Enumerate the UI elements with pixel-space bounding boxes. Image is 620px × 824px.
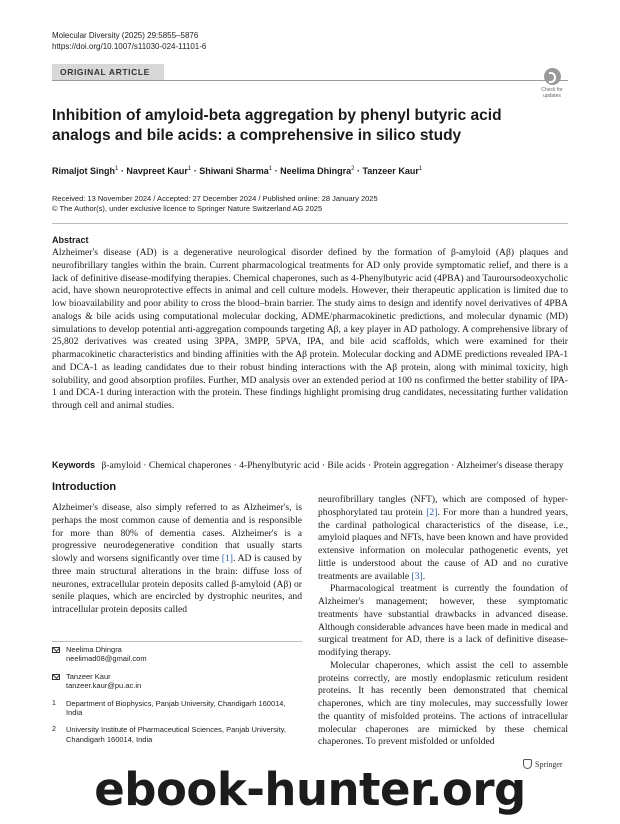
check-for-updates-badge[interactable] bbox=[537, 68, 567, 100]
badge-label bbox=[537, 87, 567, 99]
affiliation-1 bbox=[52, 699, 302, 718]
envelope-icon bbox=[52, 674, 60, 680]
watermark: ebook-hunter.org bbox=[94, 763, 526, 816]
affiliation-marker: 1 bbox=[115, 166, 119, 172]
intro-paragraph-1-cont bbox=[318, 494, 568, 583]
contact-email[interactable]: neelimad08@gmail.com bbox=[66, 654, 147, 664]
footnotes bbox=[52, 645, 302, 744]
intro-text: . bbox=[422, 570, 426, 582]
intro-text: Alzheimer's disease, also simply referred to as Alzheimer's, is perhaps the most common cause of dementia and is responsible for more than 80% of dementia cases. Alzheimer's is a progressive neurodegenerative condition that usually starts slowly and worsens significantly over time bbox=[52, 502, 302, 564]
citation-link[interactable]: [3] bbox=[411, 570, 423, 582]
right-column bbox=[318, 494, 568, 749]
copyright-line: © The Author(s), under exclusive licence to Springer Nature Switzerland AG 2025 bbox=[52, 204, 323, 213]
keywords-text: β-amyloid · Chemical chaperones · 4-Phenylbutyric acid · Bile acids · Protein aggregation · Alzheimer's disease therapy bbox=[101, 460, 564, 471]
corresponding-author-2 bbox=[52, 672, 302, 691]
affiliation-marker: 1 bbox=[418, 166, 423, 172]
citation-link[interactable]: [1] bbox=[221, 553, 233, 564]
affiliation-marker: 1 bbox=[268, 166, 273, 172]
journal-citation bbox=[52, 30, 206, 52]
introduction-heading: Introduction bbox=[52, 481, 117, 493]
envelope-icon bbox=[52, 647, 60, 653]
affiliation-2 bbox=[52, 725, 302, 744]
author-name[interactable]: Shiwani Sharma bbox=[199, 166, 269, 176]
intro-text: . AD is caused by three main structural alterations in the brain: diffuse loss of neurones, extracellular protein deposits called β-amyloid (Aβ) or senile plaques, which are encircled by dystrophic neurites, and intracellular protein deposits called bbox=[52, 553, 302, 615]
dates-line: Received: 13 November 2024 / Accepted: 27 December 2024 / Published online: 28 January 2025 bbox=[52, 194, 378, 203]
badge-line1: Check for bbox=[541, 87, 563, 93]
author-name[interactable]: Navpreet Kaur bbox=[126, 166, 188, 176]
contact-email[interactable]: tanzeer.kaur@pu.ac.in bbox=[66, 681, 142, 691]
left-column bbox=[52, 480, 302, 617]
intro-paragraph-2: Pharmacological treatment is currently the foundation of Alzheimer's management; however, these symptomatic treatments have substantial drawbacks in advanced disease. Although considerable advances have been made in medical and surgical treatment for AD, there is a lack of definitive disease-modifying therapy. bbox=[318, 583, 568, 658]
intro-paragraph-3: Molecular chaperones, which assist the cell to assemble proteins correctly, are mostly endoplasmic reticulum resident proteins. It has recently been demonstrated that chemical chaperones, which are tiny molecules, may successfully lower the quantity of misfolded proteins. The actions of intracellular molecular chaperones are mimicked by these chemical chaperones. To prevent misfolded or unfolded bbox=[318, 659, 568, 748]
affiliation-number: 1 bbox=[52, 699, 56, 707]
publication-dates bbox=[52, 194, 378, 214]
author-list: Rimaljot Singh$^1$ · Navpreet Kaur$^1$ · Shiwani Sharma$^1$ · Neelima Dhingra$^2$ · Tanzeer Kaur$^1$ bbox=[52, 166, 423, 176]
keywords-block bbox=[52, 459, 568, 473]
crossmark-icon bbox=[544, 68, 561, 85]
affiliation-number: 2 bbox=[52, 726, 56, 734]
affiliation-marker: 1 bbox=[187, 166, 192, 172]
footnote-divider bbox=[52, 641, 302, 642]
affiliation-marker: 2 bbox=[351, 166, 355, 172]
article-type-label: ORIGINAL ARTICLE bbox=[52, 64, 164, 80]
corresponding-author-1 bbox=[52, 645, 302, 664]
keywords-heading: Keywords bbox=[52, 460, 96, 470]
intro-text: . For more than a hundred years, the cardinal pathological characteristics of the disease, i.e., amyloid plaques and NFTs, have been known and have provided extensive information on molecular pathogenetic events, yet little is understood about the cause of AD and no curative treatments are available bbox=[318, 506, 568, 582]
intro-paragraph-1-start bbox=[52, 502, 302, 617]
author-name[interactable]: Rimaljot Singh bbox=[52, 166, 115, 176]
intro-text: neurofibrillary tangles (NFT), which are composed of hyper-phosphorylated tau protein bbox=[318, 494, 568, 518]
badge-line2: updates bbox=[543, 93, 561, 99]
author-name[interactable]: Neelima Dhingra bbox=[280, 166, 352, 176]
abstract-text: Alzheimer's disease (AD) is a degenerative neurological disorder defined by the formation of β-amyloid (Aβ) plaques and neurofibrillary tangles within the brain. Current pharmacological treatments for AD only provide symptomatic relief, and there is a lack of definitive disease-modifying therapies. Chemical chaperones, such as 4-Phenylbutyric acid (4PBA) and Tauroursodeoxycholic acid, have shown neuroprotective effects in animal and cell culture models. However, their therapeutic application is limited due to low bioavailability and poor ability to cross the blood–brain barrier. The study aims to design and identify novel derivatives of 4PBA analogs & bile acids using computational molecular docking, ADME/pharmacokinetic predictions, and molecular dynamic (MD) simulations to develop potential anti-aggregation compounds targeting Aβ, a key player in AD pathology. A comprehensive library of 25,802 derivatives was created using 3PPA, 3MPP, 5PVA, IPA, and bile acid scaffolds, which were examined for their pharmacokinetic characteristics and binding affinities with the Aβ protein. Molecular docking and ADME predictions revealed IPA-1 and DCA-1 as leading candidates due to their robust binding interactions with the Aβ protein, along with minimal toxicity, high solubility, and good absorption profiles. Further, MD analysis over an extended period at 100 ns confirmed the better stability of IPA-1 and DCA-1 during interaction with the protein. These findings highlight promising drug candidates, necessitating further validation through cell and animal studies. bbox=[52, 247, 568, 411]
contact-name: Neelima Dhingra bbox=[66, 645, 122, 654]
publisher-name: Springer bbox=[535, 760, 563, 769]
abstract-heading: Abstract bbox=[52, 235, 89, 245]
contact-name: Tanzeer Kaur bbox=[66, 671, 111, 681]
doi-link[interactable]: https://doi.org/10.1007/s11030-024-11101-6 bbox=[52, 42, 207, 51]
dates-divider bbox=[52, 223, 568, 224]
header-divider bbox=[52, 80, 568, 81]
journal-citation-text: Molecular Diversity (2025) 29:5855–5876 bbox=[52, 31, 199, 40]
affiliation-text: Department of Biophysics, Panjab University, Chandigarh 160014, India bbox=[66, 698, 286, 718]
citation-link[interactable]: [2] bbox=[426, 506, 438, 518]
article-title: Inhibition of amyloid-beta aggregation by phenyl butyric acid analogs and bile acids: a comprehensive in silico study bbox=[52, 107, 502, 144]
author-name[interactable]: Tanzeer Kaur bbox=[362, 166, 419, 176]
affiliation-text: University Institute of Pharmaceutical Sciences, Panjab University, Chandigarh 160014, India bbox=[66, 725, 286, 744]
